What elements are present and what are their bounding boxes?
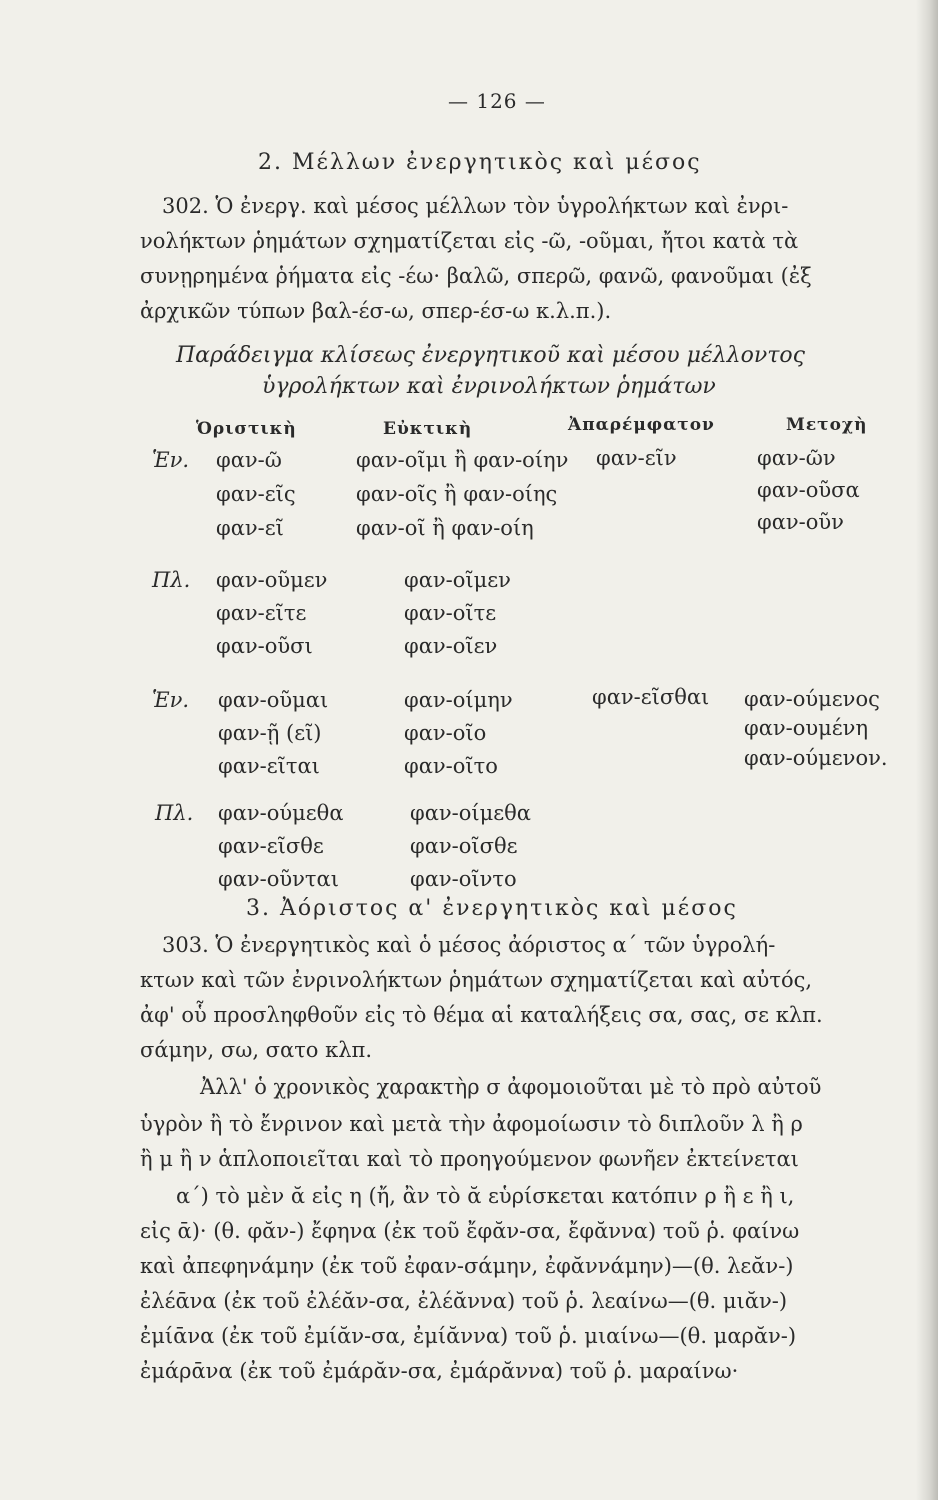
number-label-middle-plural: Πλ. bbox=[155, 801, 194, 825]
active-sg-optative-2: φαν-οῖς ἢ φαν-οίης bbox=[356, 482, 558, 506]
active-pl-indicative-3: φαν-οῦσι bbox=[216, 634, 313, 658]
middle-infinitive: φαν-εῖσθαι bbox=[592, 685, 710, 709]
paragraph-303-line-3: ἀφ' οὗ προσληφθοῦν εἰς τὸ θέμα αἱ καταλήξεις σα, σας, σε κλπ. bbox=[140, 1003, 823, 1027]
active-pl-indicative-1: φαν-οῦμεν bbox=[216, 568, 328, 592]
active-pl-optative-3: φαν-οῖεν bbox=[404, 634, 498, 658]
section-heading-aorist: 3. Ἀόριστος α' ἐνεργητικὸς καὶ μέσος bbox=[246, 896, 738, 921]
paragraph-303-line-12: ἐμίᾱνα (ἐκ τοῦ ἐμίᾰν-σα, ἐμίᾰννα) τοῦ ῥ. μιαίνω—(θ. μαρᾰν-) bbox=[140, 1324, 797, 1348]
middle-pl-indicative-2: φαν-εῖσθε bbox=[218, 834, 324, 858]
paragraph-303-line-10: καὶ ἀπεφηνάμην (ἐκ τοῦ ἐφαν-σάμην, ἐφᾰννάμην)—(θ. λεᾰν-) bbox=[140, 1254, 794, 1278]
active-infinitive: φαν-εῖν bbox=[596, 446, 677, 470]
middle-pl-indicative-3: φαν-οῦνται bbox=[218, 867, 339, 891]
paragraph-303-line-1: 303. Ὁ ἐνεργητικὸς καὶ ὁ μέσος ἀόριστος α΄ τῶν ὑγρολή- bbox=[162, 933, 776, 957]
paragraph-303-line-9: εἰς ᾱ)· (θ. φᾰν-) ἔφηνα (ἐκ τοῦ ἔφᾰν-σα, ἔφᾰννα) τοῦ ῥ. φαίνω bbox=[140, 1219, 800, 1243]
number-label-active-singular: Ἑν. bbox=[152, 448, 190, 472]
middle-pl-optative-1: φαν-οίμεθα bbox=[410, 801, 531, 825]
middle-sg-optative-1: φαν-οίμην bbox=[404, 688, 513, 712]
middle-participle-3: φαν-ούμενον. bbox=[744, 746, 888, 770]
paragraph-302-line-3: συνῃρημένα ῥήματα εἰς -έω· βαλῶ, σπερῶ, φανῶ, φανοῦμαι (ἐξ bbox=[140, 264, 812, 288]
active-participle-1: φαν-ῶν bbox=[757, 446, 836, 470]
middle-pl-optative-3: φαν-οῖντο bbox=[410, 867, 517, 891]
paragraph-303-line-6: ὑγρὸν ἢ τὸ ἔνρινον καὶ μετὰ τὴν ἀφομοίωσιν τὸ διπλοῦν λ ἢ ρ bbox=[140, 1112, 803, 1136]
active-pl-optative-2: φαν-οῖτε bbox=[404, 601, 497, 625]
active-sg-indicative-2: φαν-εῖς bbox=[216, 482, 296, 506]
middle-sg-optative-2: φαν-οῖο bbox=[404, 721, 487, 745]
section-heading-future: 2. Μέλλων ἐνεργητικὸς καὶ μέσος bbox=[258, 150, 702, 175]
middle-sg-indicative-2: φαν-ῇ (εῖ) bbox=[218, 721, 322, 745]
middle-pl-indicative-1: φαν-ούμεθα bbox=[218, 801, 344, 825]
page-number: — 126 — bbox=[448, 89, 546, 113]
active-sg-indicative-3: φαν-εῖ bbox=[216, 516, 284, 540]
column-header-optative: Εὐκτικὴ bbox=[383, 419, 473, 439]
paradigm-title-line-1: Παράδειγμα κλίσεως ἐνεργητικοῦ καὶ μέσου μέλλοντος bbox=[176, 343, 805, 368]
active-pl-optative-1: φαν-οῖμεν bbox=[404, 568, 511, 592]
active-participle-2: φαν-οῦσα bbox=[757, 478, 860, 502]
active-sg-indicative-1: φαν-ῶ bbox=[216, 448, 282, 472]
paragraph-302-line-1: 302. Ὁ ἐνεργ. καὶ μέσος μέλλων τὸν ὑγρολήκτων καὶ ἐνρι- bbox=[162, 194, 789, 218]
paragraph-302-line-2: νολήκτων ῥημάτων σχηματίζεται εἰς -ῶ, -οῦμαι, ἤτοι κατὰ τὰ bbox=[140, 229, 799, 253]
middle-sg-indicative-1: φαν-οῦμαι bbox=[218, 688, 329, 712]
paragraph-303-line-2: κτων καὶ τῶν ἐνρινολήκτων ῥημάτων σχηματίζεται καὶ αὐτός, bbox=[140, 968, 813, 992]
paradigm-title-line-2: ὑγρολήκτων καὶ ἐνρινολήκτων ῥημάτων bbox=[262, 374, 716, 399]
active-participle-3: φαν-οῦν bbox=[757, 510, 844, 534]
middle-participle-1: φαν-ούμενος bbox=[744, 687, 880, 711]
active-sg-optative-3: φαν-οῖ ἢ φαν-οίη bbox=[356, 516, 534, 540]
paragraph-303-line-5: Ἀλλ' ὁ χρονικὸς χαρακτὴρ σ ἀφομοιοῦται μὲ τὸ πρὸ αὐτοῦ bbox=[200, 1075, 822, 1099]
number-label-middle-singular: Ἑν. bbox=[152, 688, 190, 712]
middle-pl-optative-2: φαν-οῖσθε bbox=[410, 834, 518, 858]
middle-participle-2: φαν-ουμένη bbox=[744, 716, 869, 740]
paragraph-303-line-8: α΄) τὸ μὲν ᾰ εἰς η (ἤ, ἂν τὸ ᾰ εὑρίσκεται κατόπιν ρ ἢ ε ἢ ι, bbox=[176, 1184, 795, 1208]
middle-sg-indicative-3: φαν-εῖται bbox=[218, 754, 320, 778]
paragraph-302-line-4: ἀρχικῶν τύπων βαλ-έσ-ω, σπερ-έσ-ω κ.λ.π.). bbox=[140, 299, 612, 323]
active-pl-indicative-2: φαν-εῖτε bbox=[216, 601, 307, 625]
middle-sg-optative-3: φαν-οῖτο bbox=[404, 754, 498, 778]
column-header-indicative: Ὁριστικὴ bbox=[196, 419, 297, 439]
number-label-active-plural: Πλ. bbox=[152, 568, 191, 592]
column-header-infinitive: Ἀπαρέμφατον bbox=[568, 415, 715, 435]
column-header-participle: Μετοχὴ bbox=[786, 415, 868, 435]
paragraph-303-line-13: ἐμάρᾱνα (ἐκ τοῦ ἐμάρᾰν-σα, ἐμάρᾰννα) τοῦ ῥ. μαραίνω· bbox=[140, 1359, 739, 1383]
paragraph-303-line-7: ἢ μ ἢ ν ἁπλοποιεῖται καὶ τὸ προηγούμενον φωνῆεν ἐκτείνεται bbox=[140, 1147, 799, 1171]
page-edge-shadow bbox=[916, 0, 938, 1500]
paragraph-303-line-4: σάμην, σω, σατο κλπ. bbox=[140, 1038, 373, 1062]
active-sg-optative-1: φαν-οῖμι ἢ φαν-οίην bbox=[356, 448, 569, 472]
paragraph-303-line-11: ἐλέᾱνα (ἐκ τοῦ ἐλέᾰν-σα, ἐλέᾰννα) τοῦ ῥ. λεαίνω—(θ. μιᾰν-) bbox=[140, 1289, 788, 1313]
